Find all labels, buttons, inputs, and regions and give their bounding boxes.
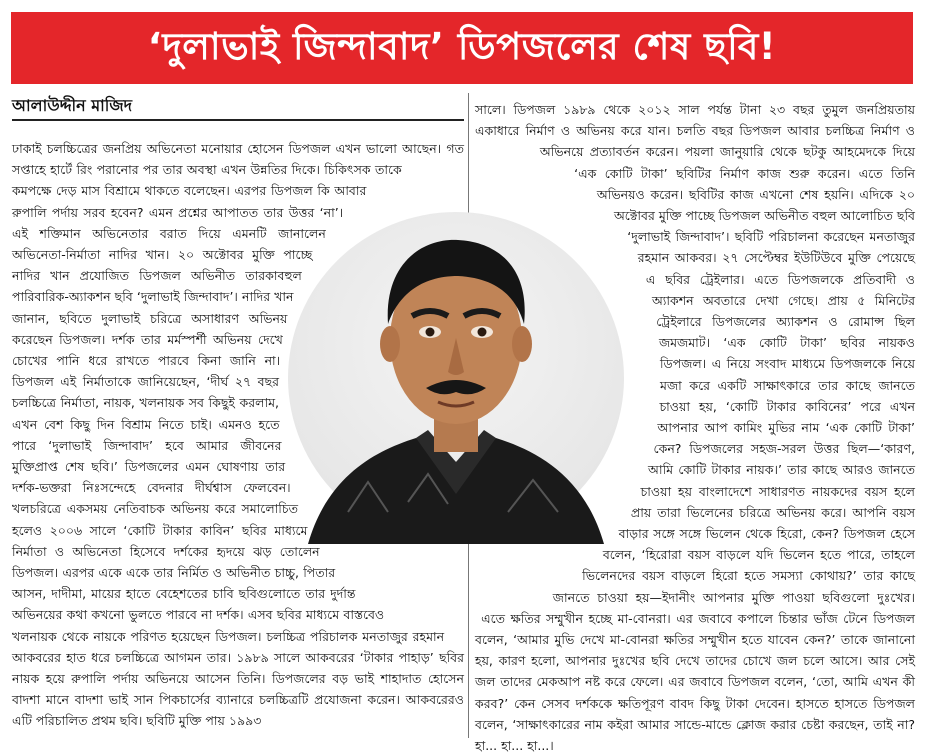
- byline: আলাউদ্দীন মাজিদ: [12, 93, 464, 121]
- portrait-illustration: [288, 212, 624, 544]
- article-text-left: ঢাকাই চলচ্চিত্রের জনপ্রিয় অভিনেতা মনোয়ার হোসেন ডিপজল এখন ভালো আছেন। গত সপ্তাহে হার্টে রিং পরানোর পর তার অবস্থা এখন উন্নতির দিকে। চিকিৎসক তাকে কমপক্ষে দেড় মাস বিশ্রামে থাকতে বলেছেন। এরপর ডিপজল কি আবার রুপালি পর্দায় সরব হবেন? এমন প্রশ্নের আপাতত তার উত্তর ‘না’। এই শক্তিমান অভিনেতার বরাত দিয়ে এমনটি জানালেন অভিনেতা-নির্মাতা নাদির খান। ২০ অক্টোবর মুক্তি পাচ্ছে নাদির খান প্রযোজিত ডিপজল অভিনীত তারকাবহুল পারিবারিক-অ্যাকশন ছবি ‘দুলাভাই জিন্দাবাদ’। নাদির খান জানান, ছবিতে দুলাভাই চরিত্রে অসাধারণ অভিনয় করেছেন ডিপজল। দর্শক তার মর্মস্পর্শী অভিনয় দেখে চোখের পানি ধরে রাখতে পারবে কিনা জানি না। ডিপজল এই নির্মাতাকে জানিয়েছেন, ‘দীর্ঘ ২৭ বছর চলচ্চিত্রে নির্মাতা, নায়ক, খলনায়ক সব কিছুই করলাম, এখন বেশ কিছু দিন বিশ্রাম নিতে চাই। এমনও হতে পারে ‘দুলাভাই জিন্দাবাদ’ হবে আমার জীবনের মুক্তিপ্রাপ্ত শেষ ছবি।’ ডিপজলের এমন ঘোষণায় তার দর্শক-ভক্তরা নিঃসন্দেহে বেদনার দীর্ঘশ্বাস ফেলবেন। খলচরিত্রে একসময় নেতিবাচক অভিনয় করে সমালোচিত হলেও ২০০৬ সালে ‘কোটি টাকার কাবিন’ ছবির মাধ্যমে নির্মাতা ও অভিনেতা হিসেবে দর্শকের হৃদয়ে ঝড় তোলেন ডিপজল। এরপর একে একে তার নির্মিত ও অভিনীত চাচ্চু, পিতার আসন, দাদীমা, মায়ের হাতে বেহেশতের চাবি ছবিগুলোতে তার দুর্দান্ত অভিনয়ের কথা কখনো ভুলতে পারবে না দর্শক। এসব ছবির মাধ্যমে বাস্তবেও খলনায়ক থেকে নায়কে পরিণত হয়েছেন ডিপজল। চলচ্চিত্র পরিচালক মনতাজুর রহমান আকবরের হাত ধরে চলচ্চিত্রে আগমন তার। ১৯৮৯ সালে আকবরের ‘টাকার পাহাড়’ ছবির নায়ক হয়ে রুপালি পর্দায় অভিনয়ে আসেন তিনি। ডিপজলের বড় ভাই শাহাদাত হোসেন বাদশা মানে বাদশা ভাই সান পিকচার্সের ব্যানারে চলচ্চিত্রটি প্রযোজনা করেন। আকবরেরও এটি পরিচালিত প্রথম ছবি। ছবিটি মুক্তি পায় ১৯৯৩: [12, 141, 464, 729]
- article-text-right: সালে। ডিপজল ১৯৮৯ থেকে ২০১২ সাল পর্যন্ত টানা ২৩ বছর তুমুল জনপ্রিয়তায় একাধারে নির্মাণ ও অভিনয় করে যান। চলতি বছর ডিপজল আবার চলচ্চিত্র নির্মাণ ও অভিনয়ে প্রত্যাবর্তন করেন। পয়লা জানুয়ারি থেকে ছটকু আহমেদকে দিয়ে ‘এক কোটি টাকা’ ছবিটির নির্মাণ কাজ শুরু করেন। এতে তিনি অভিনয়ও করেন। ছবিটির কাজ এখনো শেষ হয়নি। এদিকে ২০ অক্টোবর মুক্তি পাচ্ছে ডিপজল অভিনীত বহুল আলোচিত ছবি ‘দুলাভাই জিন্দাবাদ’। ছবিটি পরিচালনা করেছেন মনতাজুর রহমান আকবর। ২৭ সেপ্টেম্বর ইউটিউবে মুক্তি পেয়েছে এ ছবির ট্রেইলার। এতে ডিপজলকে প্রতিবাদী ও অ্যাকশন অবতারে দেখা গেছে। প্রায় ৫ মিনিটের ট্রেইলারে ডিপজলের অ্যাকশন ও রোমান্স ছিল জমজমাট। ‘এক কোটি টাকা’ ছবির নায়কও ডিপজল। এ নিয়ে সংবাদ মাধ্যমে ডিপজলকে নিয়ে মজা করে একটি সাক্ষাৎকারে তার কাছে জানতে চাওয়া হয়, ‘কোটি টাকার কাবিনের’ পরে এখন আপনার আপ কামিং মুভির নাম ‘এক কোটি টাকা’ কেন? ডিপজলের সহজ-সরল উত্তর ছিল—‘কারণ, আমি কোটি টাকার নায়ক।’ তার কাছে আরও জানতে চাওয়া হয় বাংলাদেশে সাধারণত নায়কদের বয়স হলে প্রায় তারা ভিলেনের চরিত্রে অভিনয় করে। আপনি বয়স বাড়ার সঙ্গে সঙ্গে ভিলেন থেকে হিরো, কেন? ডিপজল হেসে বলেন, ‘হিরোরা বয়স বাড়লে যদি ভিলেন হতে পারে, তাহলে ভিলেনদের বয়স বাড়লে হিরো হতে সমস্যা কোথায়?’ তার কাছে জানতে চাওয়া হয়—ইদানীং আপনার মুক্তি পাওয়া ছবিগুলো দুঃখের। এতে ক্ষতির সম্মুখীন হচ্ছে মা-বোনরা। এর জবাবে কপালে চিন্তার ভাঁজ টেনে ডিপজল বলেন, ‘আমার মুভি দেখে মা-বোনরা ক্ষতির সম্মুখীন হতে যাবেন কেন?’ তাকে জানানো হয়, কারণ হলো, আপনার দুঃখের ছবি দেখে তাদের চোখে জল চলে আসে। আর সেই জল তাদের মেকআপ নষ্ট করে ফেলে। এর জবাবে ডিপজল বলেন, ‘তো, আমি এখন কী করব?’ কেন সেসব দর্শককে ক্ষতিপূরণ বাবদ কিছু টাকা দেবেন। হাসতে হাসতে ডিপজল বলেন, ‘সাক্ষাৎকারের নাম কইরা আমার সান্ডে-মান্ডে ক্লোজ করার চেষ্টা করছেন, তাই না? হা... হা... হা...।: [475, 102, 915, 754]
- headline-banner: [11, 12, 913, 84]
- actor-portrait: [288, 212, 624, 544]
- headline: ‘দুলাভাই জিন্দাবাদ’ ডিপজলের শেষ ছবি!: [147, 24, 777, 68]
